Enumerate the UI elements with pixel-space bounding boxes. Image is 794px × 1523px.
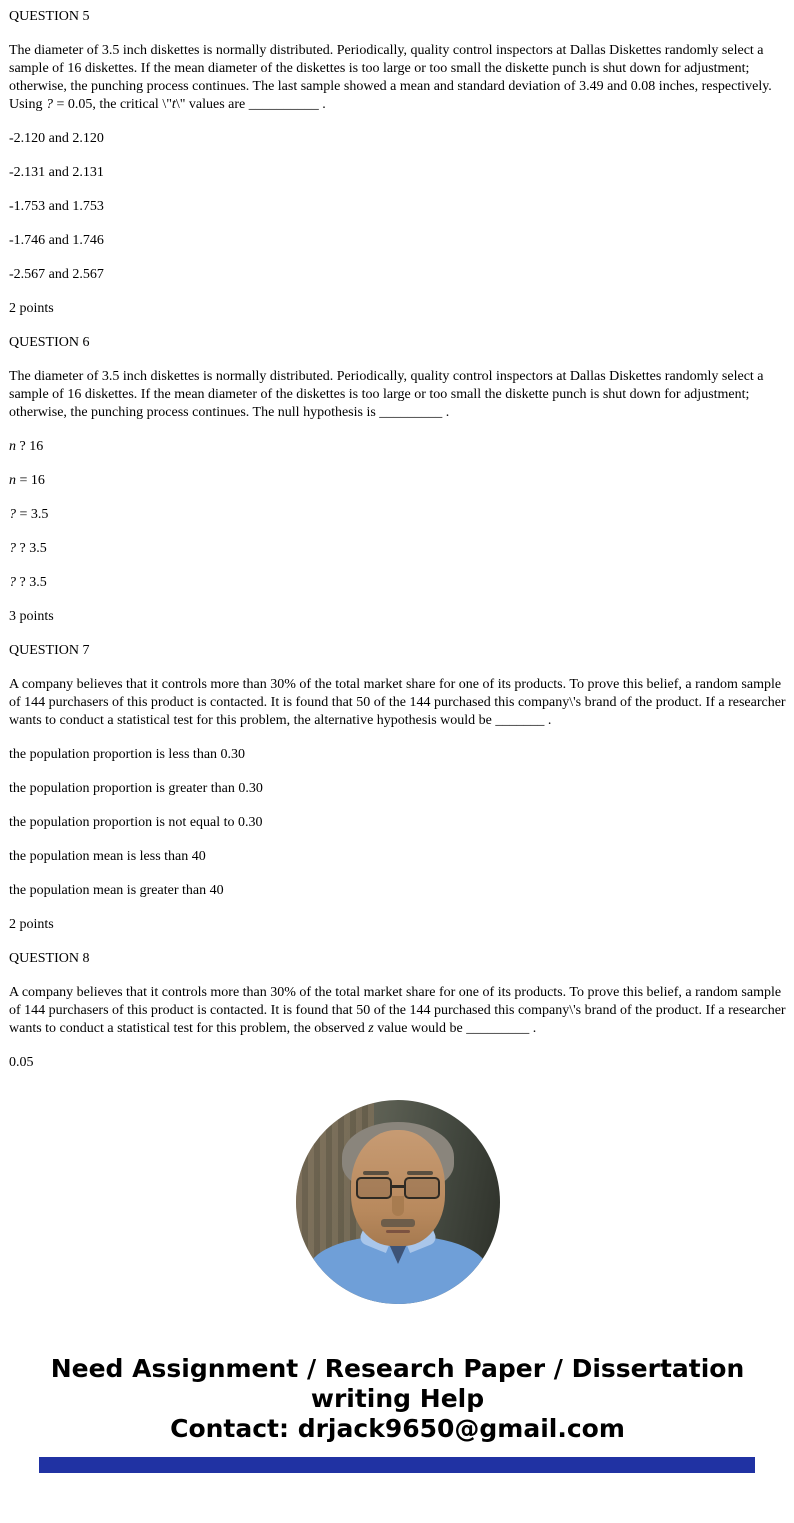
photo-mouth [386,1230,410,1233]
photo-section [9,1100,786,1304]
answer-option: the population proportion is less than 0.30 [9,747,246,762]
answer-option: the population proportion is not equal to 0.30 [9,815,263,830]
points-label: 2 points [9,301,54,316]
answer-option: -1.746 and 1.746 [9,233,104,248]
footer-contact-email: Contact: drjack9650@gmail.com [170,1414,625,1443]
photo-eyebrow-right [407,1171,433,1175]
question-body: A company believes that it controls more than 30% of the total market share for one of its products. To prove this belief, a random sample of 144 purchasers of this product is contacted. It is found that 50 of the 144 purchased this company\'s brand of the product. If a researcher wants to conduct a statistical test for this problem, the alternative hypothesis would be _______ . [9,677,786,728]
question-heading: QUESTION 5 [9,9,90,24]
footer-help-text [18,1354,778,1444]
photo-mustache [381,1219,415,1227]
answer-option: ? ? 3.5 [9,541,47,556]
answer-option: -2.567 and 2.567 [9,267,104,282]
photo-face [351,1130,445,1246]
answer-option: -2.131 and 2.131 [9,165,104,180]
answer-option: -1.753 and 1.753 [9,199,104,214]
photo-eyebrow-left [363,1171,389,1175]
answer-option: the population proportion is greater than 0.30 [9,781,263,796]
question-body: The diameter of 3.5 inch diskettes is normally distributed. Periodically, quality control inspectors at Dallas Diskettes randomly select a sample of 16 diskettes. If the mean diameter of the diskettes is too large or too small the diskette punch is shut down for adjustment; otherwise, the punching process continues. The null hypothesis is _________ . [9,369,764,420]
person-headshot-photo [296,1100,500,1304]
question-block-8 [9,950,786,1072]
answer-option: -2.120 and 2.120 [9,131,104,146]
answer-option: the population mean is greater than 40 [9,883,224,898]
question-heading: QUESTION 6 [9,335,90,350]
bottom-blue-bar [39,1457,755,1473]
question-block-6 [9,334,786,626]
question-heading: QUESTION 8 [9,951,90,966]
footer-help-line: Need Assignment / Research Paper / Dissertation writing Help [50,1354,745,1413]
answer-option: ? = 3.5 [9,507,49,522]
points-label: 3 points [9,609,54,624]
question-heading: QUESTION 7 [9,643,90,658]
question-block-5 [9,8,786,318]
photo-nose [392,1196,404,1216]
photo-glasses-lens-left [356,1177,392,1199]
answer-option: n ? 16 [9,439,44,454]
photo-shirt-opening [389,1244,407,1264]
question-block-7 [9,642,786,934]
question-body: The diameter of 3.5 inch diskettes is normally distributed. Periodically, quality control inspectors at Dallas Diskettes randomly select a sample of 16 diskettes. If the mean diameter of the diskettes is too large or too small the diskette punch is shut down for adjustment; otherwise, the punching process continues. The last sample showed a mean and standard deviation of 3.49 and 0.08 inches, respectively. Using ? = 0.05, the critical \"t\" values are __________ . [9,43,772,112]
points-label: 2 points [9,917,54,932]
answer-option: 0.05 [9,1055,34,1070]
photo-glasses-bridge [392,1185,404,1188]
photo-glasses-lens-right [404,1177,440,1199]
answer-option: n = 16 [9,473,45,488]
question-body: A company believes that it controls more than 30% of the total market share for one of its products. To prove this belief, a random sample of 144 purchasers of this product is contacted. It is found that 50 of the 144 purchased this company\'s brand of the product. If a researcher wants to conduct a statistical test for this problem, the observed z value would be _________ . [9,985,786,1036]
answer-option: ? ? 3.5 [9,575,47,590]
answer-option: the population mean is less than 40 [9,849,206,864]
